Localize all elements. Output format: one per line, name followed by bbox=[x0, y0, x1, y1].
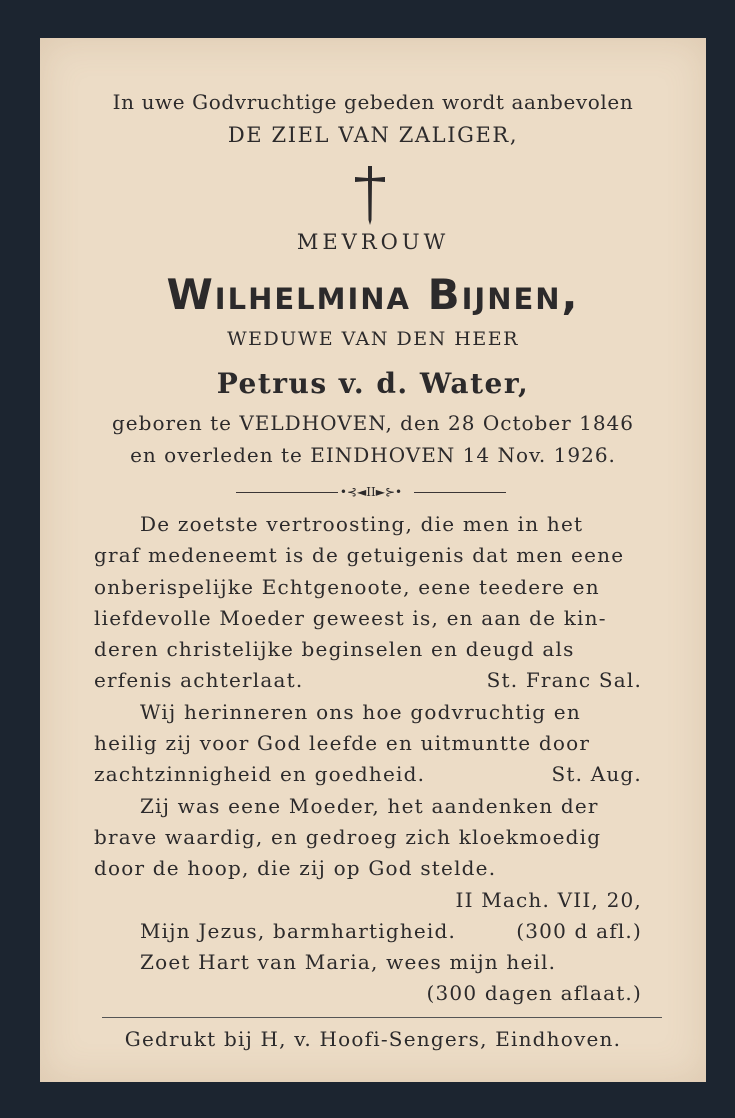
quote-source: St. Aug. bbox=[551, 762, 642, 787]
memorial-text bbox=[94, 509, 662, 1010]
title-mevrouw: MEVROUW bbox=[296, 230, 450, 254]
text-line: De zoetste vertroosting, die men in het bbox=[140, 512, 584, 536]
text-line: onberispelijke Echtgenoote, eene teedere en bbox=[94, 574, 600, 599]
divider-ornament bbox=[236, 485, 506, 499]
text-line-with-source bbox=[94, 759, 662, 790]
indulgence: (300 dagen aflaat.) bbox=[426, 981, 642, 1006]
husband-name: Petrus v. d. Water, bbox=[216, 367, 530, 400]
intro-line: In uwe Godvruchtige gebeden wordt aanbevolen bbox=[112, 90, 634, 114]
birth-line: geboren te VELDHOVEN, den 28 October 1846 bbox=[112, 411, 634, 435]
text-line: Wij herinneren ons hoe godvruchtig en bbox=[140, 699, 581, 724]
text-fragment: zachtzinnigheid en goedheid. bbox=[94, 762, 426, 787]
text-line: heilig zij voor God leefde en uitmuntte door bbox=[94, 731, 591, 756]
text-line: graf medeneemt is de getuigenis dat men eene bbox=[94, 543, 625, 568]
deceased-name: Wilhelmina Bijnen, bbox=[166, 270, 580, 319]
text-line: Zij was eene Moeder, het aandenken der bbox=[140, 793, 599, 818]
prayer-line: Zoet Hart van Maria, wees mijn heil. bbox=[140, 950, 557, 975]
text-line: door de hoop, die zij op God stelde. bbox=[94, 856, 497, 881]
text-fragment: erfenis achterlaat. bbox=[94, 668, 304, 693]
ornament-glyph: •⊰◄II►⊱• bbox=[339, 485, 403, 499]
printer-line: Gedrukt bij H, v. Hoofi-Sengers, Eindhoven. bbox=[124, 1027, 622, 1051]
prayer-line bbox=[94, 916, 662, 947]
death-line: en overleden te EINDHOVEN 14 Nov. 1926. bbox=[130, 443, 616, 467]
quote-source: St. Franc Sal. bbox=[486, 668, 642, 693]
text-line: brave waardig, en gedroeg zich kloekmoedig bbox=[94, 824, 602, 849]
ziel-line: DE ZIEL VAN ZALIGER, bbox=[227, 123, 519, 147]
footer-divider bbox=[102, 1017, 662, 1018]
latin-cross-icon bbox=[352, 164, 388, 226]
memorial-card bbox=[40, 38, 706, 1082]
prayer-text: Mijn Jezus, barmhartigheid. bbox=[140, 918, 457, 943]
text-line: liefdevolle Moeder geweest is, en aan de kin- bbox=[94, 605, 607, 630]
widow-line: WEDUWE VAN DEN HEER bbox=[227, 328, 519, 350]
quote-source: II Mach. VII, 20, bbox=[455, 887, 642, 912]
text-line: deren christelijke beginselen en deugd als bbox=[94, 637, 575, 662]
text-line-with-source bbox=[94, 665, 662, 696]
indulgence: (300 d afl.) bbox=[516, 918, 642, 943]
